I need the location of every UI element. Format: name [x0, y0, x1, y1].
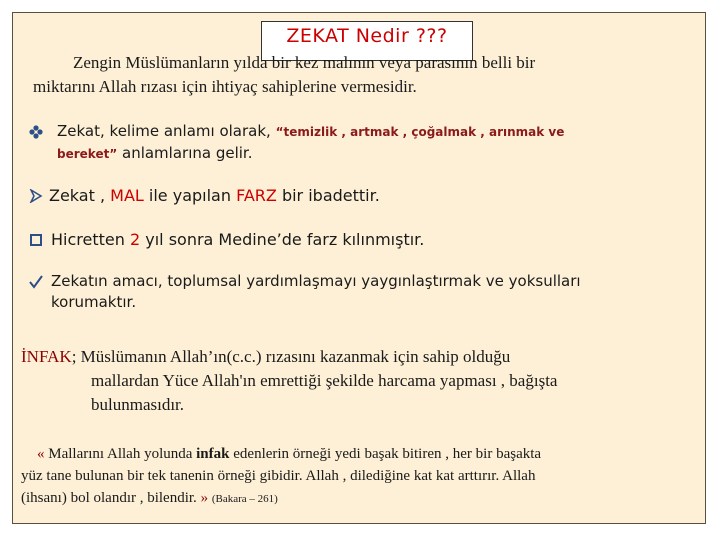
ayah-part-1: Mallarını Allah yolunda [48, 446, 193, 462]
mal-farz-t1: Zekat , [49, 186, 106, 205]
mal-farz-t5: bir ibadettir. [281, 186, 380, 205]
ayah-line-2: yüz tane bulunan bir tek tanenin örneği gibidir. Allah , dilediğine kat kat arttırır. Allah [21, 468, 536, 484]
check-bullet-icon [25, 275, 47, 289]
infak-line-3: bulunmasıdır. [91, 395, 185, 414]
infak-line-1: ; Müslümanın Allah’ın(c.c.) rızasını kazanmak için sahip olduğu [71, 347, 511, 366]
ayah-citation: (Bakara – 261) [211, 493, 278, 505]
list-item-hijra [21, 229, 691, 253]
farz-highlight: FARZ [236, 186, 277, 205]
purpose-line-1: Zekatın amacı, toplumsal yardımlaşmayı yaygınlaştırmak ve yoksulları [51, 272, 581, 290]
mal-farz-t3: ile yapılan [148, 186, 231, 205]
intro-line-1: Zengin Müslümanların yılda bir kez malının veya parasının belli bir [73, 53, 536, 72]
meaning-quoted-2: bereket” [57, 147, 118, 161]
list-item-purpose [21, 271, 691, 315]
list-item-mal-farz [21, 185, 691, 209]
diamond-flower-bullet-icon [25, 125, 47, 139]
infak-line-2: mallardan Yüce Allah'ın emrettiği şekilde harcama yapması , bağışta [91, 371, 558, 390]
meaning-quoted-1: “temizlik , artmak , çoğalmak , arınmak ve [275, 125, 565, 139]
mal-highlight: MAL [110, 186, 144, 205]
hijra-t3: yıl sonra Medine’de farz kılınmıştır. [145, 230, 425, 249]
hijra-t1: Hicretten [51, 230, 125, 249]
ayah-open-quote: « [37, 446, 45, 462]
infak-definition [21, 345, 681, 417]
ayah-part-2: edenlerin örneği yedi başak bitiren , her bir başakta [233, 446, 542, 462]
ayah-line-3: (ihsanı) bol olandır , bilendir. [21, 490, 197, 506]
list-item-meaning [21, 121, 691, 167]
intro-paragraph [33, 51, 673, 99]
hijra-year: 2 [129, 230, 141, 249]
ayah-infak-bold: infak [196, 446, 230, 462]
square-bullet-icon [25, 233, 47, 247]
ayah-close-quote: » [200, 490, 209, 506]
ayah-quote [21, 443, 689, 510]
intro-line-2: miktarını Allah rızası için ihtiyaç sahiplerine vermesidir. [33, 77, 417, 96]
purpose-line-2: korumaktır. [51, 293, 137, 311]
slide-frame [12, 12, 706, 524]
meaning-text-before: Zekat, kelime anlamı olarak, [57, 122, 271, 140]
infak-term: İNFAK [21, 347, 72, 366]
page-title: ZEKAT Nedir ??? [286, 25, 448, 47]
arrow-bullet-icon [25, 189, 47, 203]
meaning-text-after: anlamlarına gelir. [122, 144, 253, 162]
